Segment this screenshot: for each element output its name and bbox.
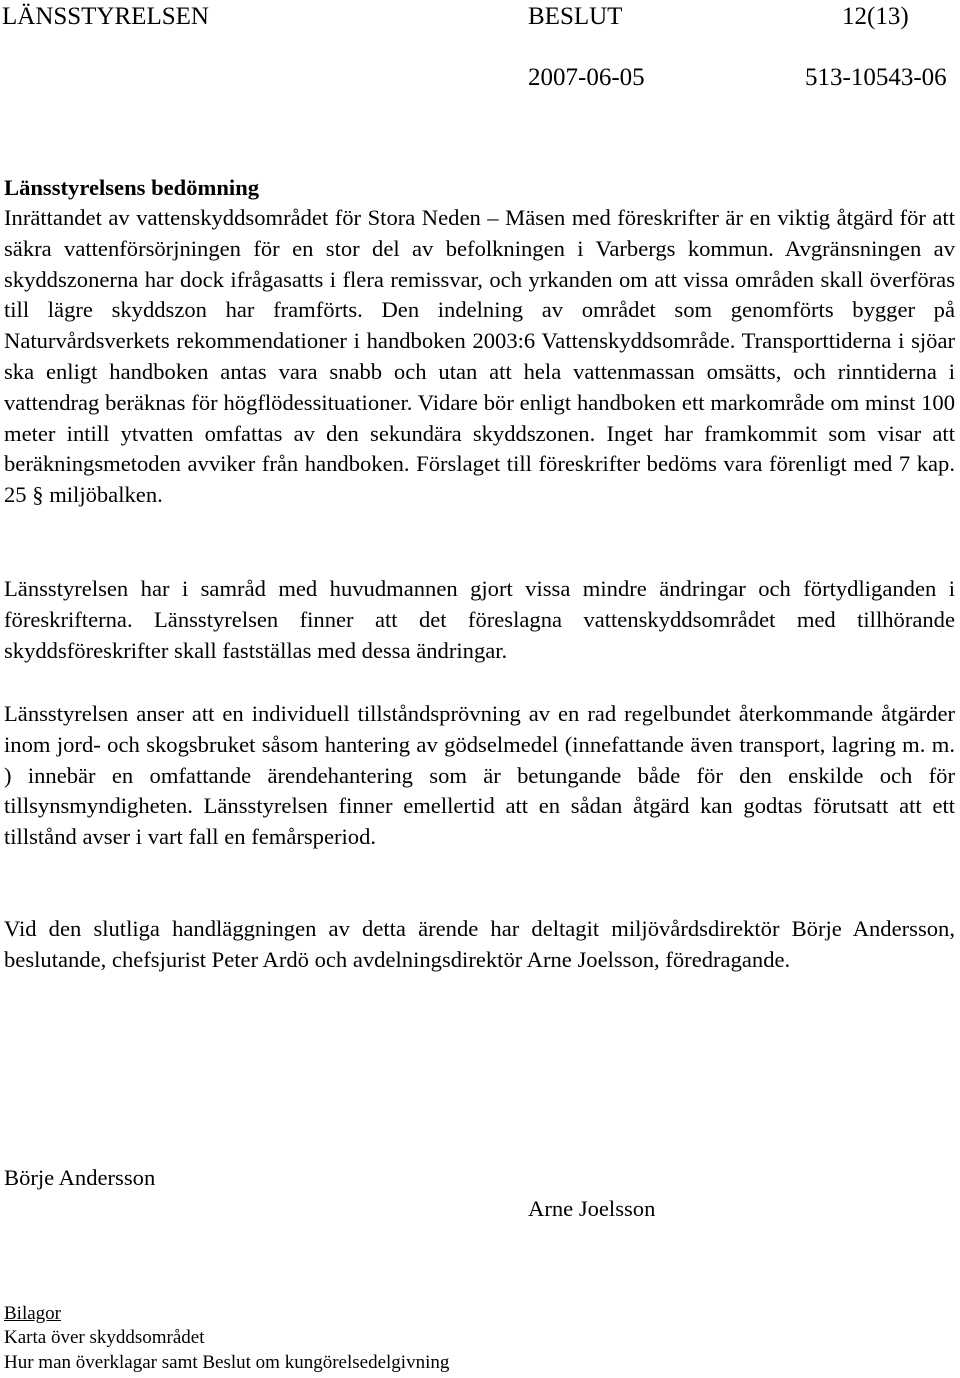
decision-date: 2007-06-05 — [528, 64, 645, 91]
attachment-item: Hur man överklagar samt Beslut om kungörelsedelgivning — [4, 1352, 450, 1373]
assessment-paragraph-2: Länsstyrelsen har i samråd med huvudmannen gjort vissa mindre ändringar och förtydliganden i föreskrifterna. Länsstyrelsen finner att det föreslagna vattenskyddsområdet med tillhörande skyddsföreskrifter skall fastställas med dessa ändringar. — [4, 576, 955, 663]
document-type: BESLUT — [528, 3, 623, 30]
assessment-paragraph-1: Inrättandet av vattenskyddsområdet för Stora Neden – Mäsen med föreskrifter är en viktig åtgärd för att säkra vattenförsörjningen för en stor del av befolkningen i Varbergs kommun. Avgränsningen av skyddszonerna har dock ifrågasatts i flera remissvar, och yrkanden om att vissa områden skall överföras till lägre skyddszon har framförts. Den indelning av området som genomförts bygger på Naturvårdsverkets rekommendationer i handboken 2003:6 Vattenskyddsområde. Transporttiderna i sjöar ska enligt handboken antas vara snabb och utan att hela vattenmassan omsätts, och rinntiderna i vattendrag beräknas för högflödessituationer. Vidare bör enligt handboken ett markområde om minst 100 meter intill ytvatten omfattas av den sekundära skyddszonen. Inget har framkommit som visar att beräkningsmetoden avviker från handboken. Förslaget till föreskrifter bedöms vara förenligt med 7 kap. 25 § miljöbalken. — [4, 205, 955, 508]
assessment-paragraph-4: Vid den slutliga handläggningen av detta ärende har deltagit miljövårdsdirektör Börje Andersson, beslutande, chefsjurist Peter Ardö och avdelningsdirektör Arne Joelsson, föredragande. — [4, 916, 955, 972]
reference-number: 513-10543-06 — [805, 64, 947, 91]
signature-arne-joelsson: Arne Joelsson — [528, 1196, 656, 1221]
attachment-item: Karta över skyddsområdet — [4, 1327, 205, 1348]
assessment-paragraph-3: Länsstyrelsen anser att en individuell tillståndsprövning av en rad regelbundet återkommande åtgärder inom jord- och skogsbruket såsom hantering av gödselmedel (innefattande även transport, lagring m. m. ) innebär en omfattande ärendehantering som är betungande både för den enskilde och för tillsynsmyndigheten. Länsstyrelsen finner emellertid att en sådan åtgärd kan godtas förutsatt att ett tillstånd avser i vart fall en femårsperiod. — [4, 701, 955, 850]
attachments-heading: Bilagor — [4, 1303, 61, 1324]
authority-name: LÄNSSTYRELSEN — [2, 3, 209, 30]
signature-borje-andersson: Börje Andersson — [4, 1165, 156, 1190]
section-heading: Länsstyrelsens bedömning — [4, 175, 260, 200]
page-number: 12(13) — [842, 3, 909, 30]
